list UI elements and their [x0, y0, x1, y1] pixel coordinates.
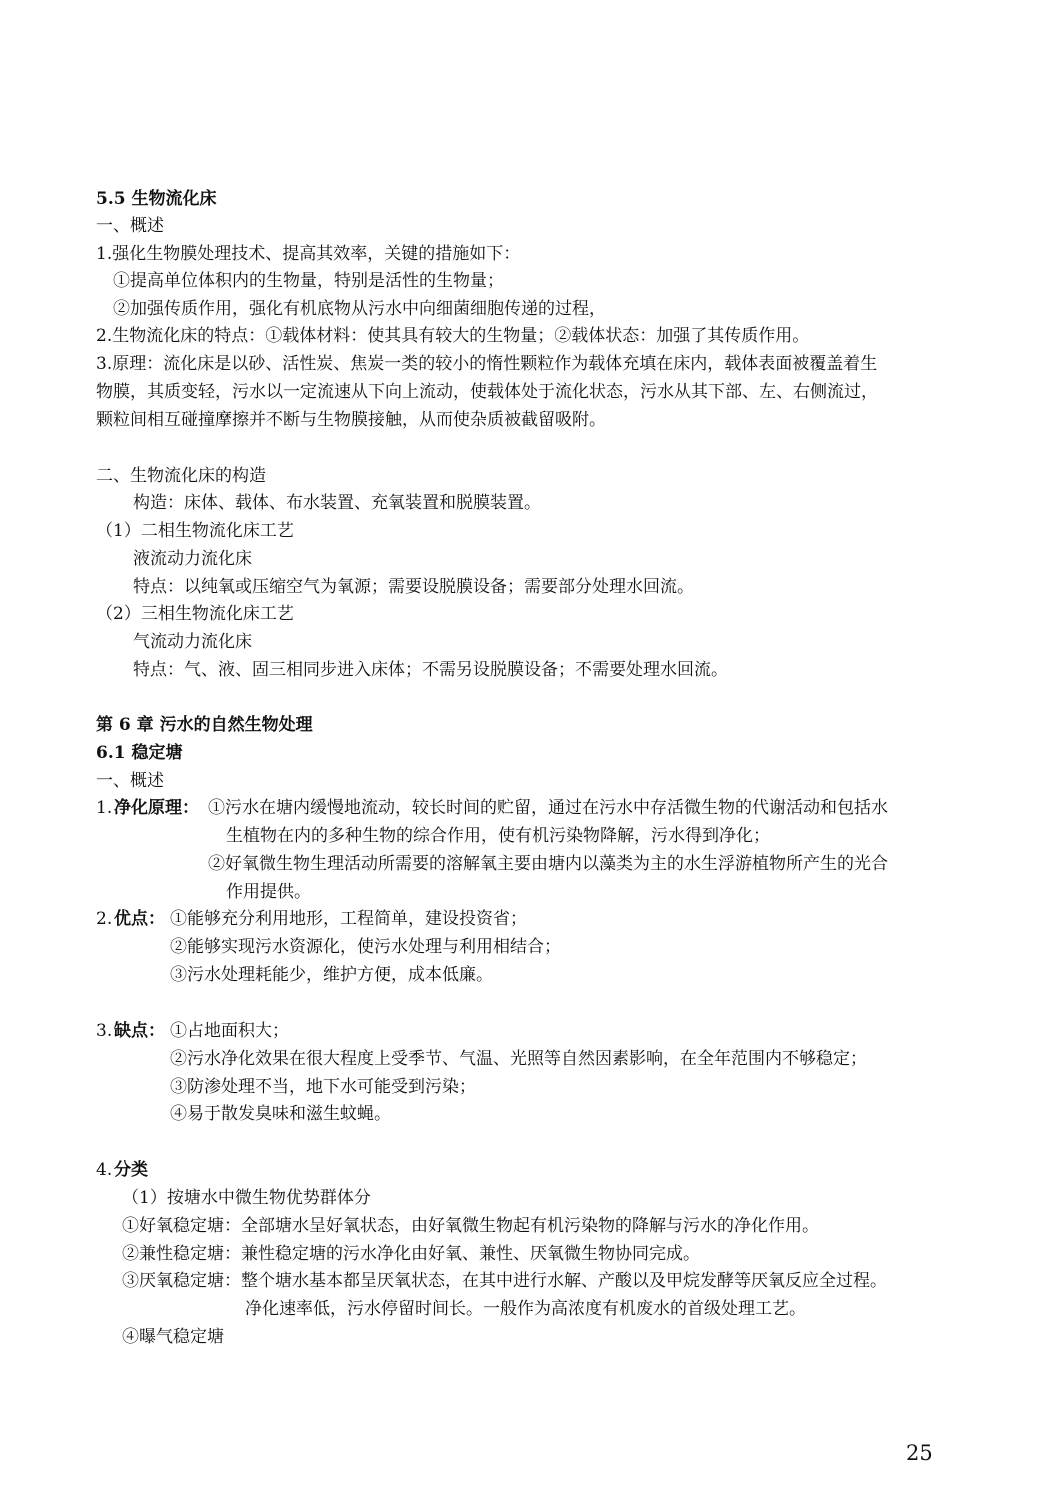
list-item: ④曝气稳定塘	[122, 1327, 224, 1347]
item-number: 4.	[96, 1160, 113, 1180]
item-number: 1.	[96, 798, 113, 818]
list-item: ③厌氧稳定塘：整个塘水基本都呈厌氧状态，在其中进行水解、产酸以及甲烷发酵等厌氧反应全过程。	[122, 1271, 887, 1291]
item-text: 作用提供。	[226, 882, 311, 902]
section-heading: 6.1 稳定塘	[96, 743, 183, 763]
subsection-heading: 一、概述	[96, 771, 164, 791]
paragraph: 1.强化生物膜处理技术、提高其效率，关键的措施如下：	[96, 244, 521, 264]
list-item: ①好氧稳定塘：全部塘水呈好氧状态，由好氧微生物起有机污染物的降解与污水的净化作用。	[122, 1216, 819, 1236]
subsection-heading: 二、生物流化床的构造	[96, 466, 266, 486]
page-number: 25	[906, 1441, 933, 1465]
list-item: ②加强传质作用，强化有机底物从污水中向细菌细胞传递的过程，	[113, 299, 606, 319]
item-text: ④易于散发臭味和滋生蚊蝇。	[170, 1104, 391, 1124]
item-label: 分类	[114, 1160, 148, 1180]
item-text: ①能够充分利用地形，工程简单，建设投资省；	[170, 909, 527, 929]
section-heading: 5.5 生物流化床	[96, 189, 217, 209]
paragraph: 构造：床体、载体、布水装置、充氧装置和脱膜装置。	[133, 493, 541, 513]
item-label: 缺点：	[114, 1021, 165, 1041]
list-item: ②兼性稳定塘：兼性稳定塘的污水净化由好氧、兼性、厌氧微生物协同完成。	[122, 1244, 700, 1264]
list-heading: （2）三相生物流化床工艺	[96, 604, 294, 624]
list-item: 气流动力流化床	[133, 632, 252, 652]
paragraph-line: 颗粒间相互碰撞摩擦并不断与生物膜接触，从而使杂质被截留吸附。	[96, 410, 606, 430]
item-label: 净化原理：	[114, 798, 199, 818]
paragraph-line: 3.原理：流化床是以砂、活性炭、焦炭一类的较小的惰性颗粒作为载体充填在床内，载体表面被覆盖着生	[96, 354, 878, 374]
list-heading: （1）二相生物流化床工艺	[96, 521, 294, 541]
item-number: 3.	[96, 1021, 113, 1041]
item-text: ③防渗处理不当，地下水可能受到污染；	[170, 1077, 476, 1097]
item-text: ②好氧微生物生理活动所需要的溶解氧主要由塘内以藻类为主的水生浮游植物所产生的光合	[208, 854, 888, 874]
list-item: 特点：气、液、固三相同步进入床体；不需另设脱膜设备；不需要处理水回流。	[133, 660, 728, 680]
item-text: ①污水在塘内缓慢地流动，较长时间的贮留，通过在污水中存活微生物的代谢活动和包括水	[208, 798, 888, 818]
item-text: ③污水处理耗能少，维护方便，成本低廉。	[170, 965, 493, 985]
list-item: ①提高单位体积内的生物量，特别是活性的生物量；	[113, 271, 504, 291]
item-text: ②能够实现污水资源化，使污水处理与利用相结合；	[170, 937, 561, 957]
paragraph-line: 物膜，其质变轻，污水以一定流速从下向上流动，使载体处于流化状态，污水从其下部、左、右侧流过，	[96, 382, 878, 402]
subsection-heading: 一、概述	[96, 216, 164, 236]
list-item: 特点：以纯氧或压缩空气为氧源；需要设脱膜设备；需要部分处理水回流。	[133, 577, 694, 597]
list-item: 净化速率低，污水停留时间长。一般作为高浓度有机废水的首级处理工艺。	[245, 1299, 806, 1319]
list-item: 液流动力流化床	[133, 549, 252, 569]
item-number: 2.	[96, 909, 113, 929]
item-text: ②污水净化效果在很大程度上受季节、气温、光照等自然因素影响，在全年范围内不够稳定；	[170, 1049, 867, 1069]
paragraph: 2.生物流化床的特点：①载体材料：使其具有较大的生物量；②载体状态：加强了其传质作用。	[96, 326, 810, 346]
chapter-heading: 第 6 章 污水的自然生物处理	[96, 715, 313, 735]
item-text: 生植物在内的多种生物的综合作用，使有机污染物降解，污水得到净化；	[226, 826, 770, 846]
list-heading: （1）按塘水中微生物优势群体分	[122, 1188, 371, 1208]
item-label: 优点：	[114, 909, 165, 929]
item-text: ①占地面积大；	[170, 1021, 289, 1041]
